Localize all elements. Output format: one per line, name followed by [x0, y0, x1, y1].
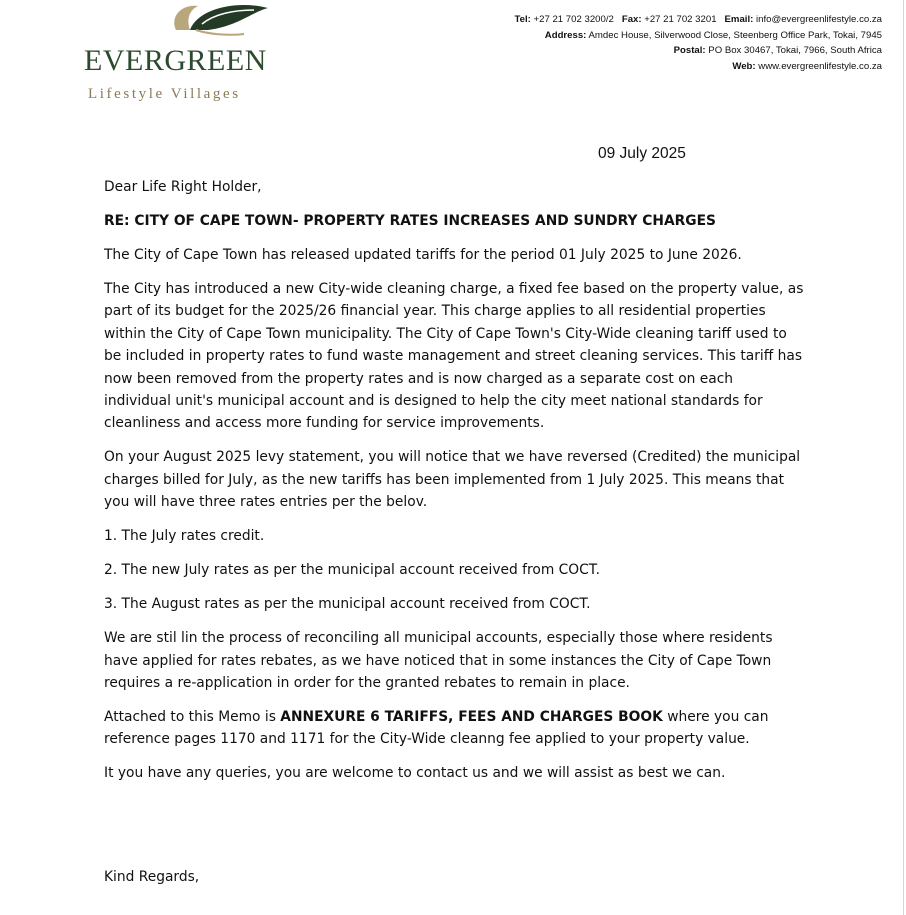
web-label: Web:: [732, 60, 756, 72]
paragraph-queries: It you have any queries, you are welcome to contact us and we will assist as best we can.: [104, 765, 726, 782]
contact-web-row: [422, 59, 882, 75]
list-item-august-rates: 3. The August rates as per the municipal account received from COCT.: [104, 596, 591, 613]
postal-label: Postal:: [673, 45, 706, 56]
subject-line: [104, 210, 804, 232]
contact-phone-row: [422, 12, 882, 28]
contact-address-row: [422, 28, 882, 44]
letter-body: [104, 176, 804, 785]
postal-value: PO Box 30467, Tokai, 7966, South Africa: [708, 45, 882, 56]
list-item-new-july-rates: 2. The new July rates as per the municipal account received from COCT.: [104, 562, 600, 579]
fax-value: +27 21 702 3201: [644, 14, 717, 25]
letter-date: 09 July 2025: [598, 145, 686, 162]
paragraph-levy-statement: On your August 2025 levy statement, you will notice that we have reversed (Credited) the municipal charges billed for July, as the new tariffs has been implemented from 1 July 2025. This means that you will have three rates entries per the belov.: [104, 449, 801, 511]
contact-postal-row: [422, 43, 882, 59]
logo-tagline: Lifestyle Villages: [88, 86, 241, 102]
address-value: Amdec House, Silverwood Close, Steenberg Office Park, Tokai, 7945: [588, 29, 882, 41]
list-item-july-credit: 1. The July rates credit.: [104, 528, 265, 545]
paragraph-tariff-period: The City of Cape Town has released updated tariffs for the period 01 July 2025 to June 2026.: [104, 247, 742, 263]
tel-value: +27 21 702 3200/2: [533, 14, 614, 25]
web-value[interactable]: www.evergreenlifestyle.co.za: [758, 60, 882, 72]
annexure-intro: Attached to this Memo is: [104, 709, 281, 726]
logo-wordmark: EVERGREEN: [84, 44, 267, 77]
annexure-outro: where you can reference pages 1170 and 1171 for the City-Wide cleanng fee applied to your property value.: [104, 709, 769, 748]
paragraph-cleaning-charge: The City has introduced a new City-wide cleaning charge, a fixed fee based on the property value, as part of its budget for the 2025/26 financial year. This charge applies to all residential properties within the City of Cape Town municipality. The City of Cape Town's City-Wide cleaning tariff used to be included in property rates to fund waste management and street cleaning services. This tariff has now been removed from the property rates and is now charged as a separate cost on each individual unit's municipal account and is designed to help the city meet national standards for cleanliness and access more funding for service improvements.: [104, 281, 804, 432]
salutation: Dear Life Right Holder,: [104, 179, 262, 195]
tel-label: Tel:: [514, 14, 531, 25]
paragraph-reconciling: We are stil lin the process of reconciling all municipal accounts, especially those where residents have applied for rates rebates, as we have noticed that in some instances the City of Cape Town requires a re-application in order for the granted rebates to remain in place.: [104, 630, 773, 692]
subject-text: RE: CITY OF CAPE TOWN- PROPERTY RATES INCREASES AND SUNDRY CHARGES: [104, 213, 716, 229]
fax-label: Fax:: [621, 14, 642, 25]
contact-block: [422, 12, 882, 74]
email-value[interactable]: info@evergreenlifestyle.co.za: [756, 14, 882, 25]
address-label: Address:: [544, 29, 587, 41]
closing-line: Kind Regards,: [104, 869, 200, 885]
email-label: Email:: [724, 14, 754, 25]
paragraph-annexure: [104, 706, 804, 751]
leaf-emblem-icon: [168, 0, 278, 44]
evergreen-logo: [84, 0, 284, 110]
page-edge-line: [903, 0, 904, 915]
annexure-title: ANNEXURE 6 TARIFFS, FEES AND CHARGES BOOK: [280, 709, 663, 726]
